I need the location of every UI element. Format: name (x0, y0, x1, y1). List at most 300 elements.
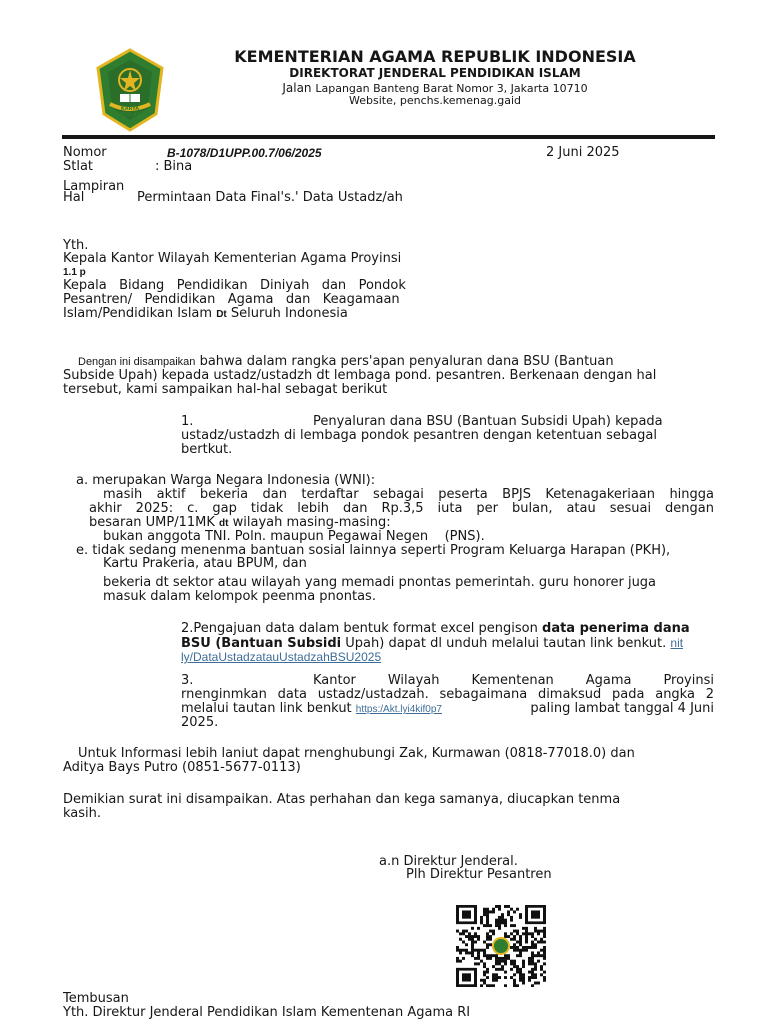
recipient-marker: 1.1 p (63, 267, 86, 278)
qr-module (507, 954, 510, 957)
qr-module (534, 954, 537, 957)
qr-module (468, 932, 471, 935)
recipient-yth: Yth. (63, 238, 89, 253)
qr-module (477, 927, 480, 930)
qr-module (513, 982, 516, 985)
qr-module (528, 957, 531, 960)
qr-module (474, 932, 477, 935)
sifat-value: : Bina (155, 159, 193, 174)
qr-module (519, 951, 522, 954)
qr-module (528, 976, 531, 979)
qr-module (507, 910, 510, 913)
qr-module (531, 968, 534, 971)
qr-module (531, 941, 534, 944)
qr-module (480, 984, 483, 987)
qr-module (516, 949, 519, 952)
qr-module (486, 957, 489, 960)
qr-module (483, 971, 486, 974)
qr-module (531, 957, 534, 960)
qr-module (486, 954, 489, 957)
qr-module (525, 946, 528, 949)
qr-module (501, 965, 504, 968)
qr-module (471, 946, 474, 949)
qr-module (501, 921, 504, 924)
point-3-line-2: rnenginmkan data ustadz/ustadzah. sebagaimana dimaksud pada angka 2 (181, 687, 714, 702)
qr-module (534, 976, 537, 979)
contact-line-1: Untuk Informasi lebih laniut dapat rnenghubungi Zak, Kurmawan (0818-77018.0) dan (78, 746, 635, 761)
qr-finder (462, 910, 471, 918)
qr-module (498, 976, 501, 979)
qr-module (531, 943, 534, 946)
qr-module (522, 960, 525, 963)
qr-module (519, 913, 522, 916)
qr-module (519, 973, 522, 976)
qr-module (471, 943, 474, 946)
hal-value: Permintaan Data Final's.' Data Ustadz/ah (137, 190, 403, 205)
ministry-logo (94, 48, 166, 132)
qr-module (519, 976, 522, 979)
qr-module (486, 984, 489, 987)
qr-module (483, 965, 486, 968)
qr-module (543, 946, 546, 949)
qr-module (495, 979, 498, 982)
point-1-line-1: Penyaluran dana BSU (Bantuan Subsidi Upah) kepada (313, 414, 663, 429)
qr-module (531, 954, 534, 957)
qr-module (459, 938, 462, 941)
qr-module (462, 941, 465, 944)
qr-module (486, 924, 489, 927)
lampiran-label: Lampiran (63, 179, 125, 194)
address-prefix: Jalan (282, 81, 312, 95)
qr-module (510, 908, 513, 911)
qr-module (471, 949, 474, 952)
qr-module (480, 960, 483, 963)
qr-module (516, 932, 519, 935)
qr-module (498, 916, 501, 919)
qr-module (486, 932, 489, 935)
point-3-line-1: Kantor Wilayah Kementenan Agama Proyinsi (313, 673, 714, 688)
point-2-line-2a: BSU (Bantuan Subsidi (181, 636, 342, 651)
qr-module (543, 957, 546, 960)
nomor-value: B-1078/D1UPP.00.7/06/2025 (167, 146, 322, 160)
qr-module (486, 976, 489, 979)
qr-module (522, 932, 525, 935)
cc-line-1: Yth. Direktur Jenderal Pendidikan Islam Kementenan Agama RI (63, 1005, 471, 1020)
qr-module (522, 982, 525, 985)
qr-module (486, 916, 489, 919)
header-divider (62, 135, 715, 139)
qr-module (492, 973, 495, 976)
signature-qr-code (456, 905, 546, 987)
qr-module (543, 927, 546, 930)
recipient-line-4c: Seluruh Indonesia (230, 306, 348, 321)
qr-module (480, 919, 483, 922)
qr-module (507, 913, 510, 916)
qr-module (543, 935, 546, 938)
point-3-line-3a: melalui tautan link benkut (181, 701, 352, 716)
qr-module (534, 962, 537, 965)
qr-module (477, 938, 480, 941)
qr-module (462, 932, 465, 935)
qr-module (537, 960, 540, 963)
qr-module (492, 979, 495, 982)
qr-module (492, 910, 495, 913)
qr-module (531, 976, 534, 979)
qr-module (534, 982, 537, 985)
recipient-line-2: Kepala Bidang Pendidikan Diniyah dan Pondok (63, 278, 406, 293)
qr-module (489, 924, 492, 927)
intro-small: Dengan ini disampaikan (78, 356, 196, 368)
recipient-line-3: Pesantren/ Pendidikan Agama dan Keagamaan (63, 292, 400, 307)
qr-module (537, 954, 540, 957)
qr-module (468, 938, 471, 941)
qr-module (495, 973, 498, 976)
point-3-line-4: 2025. (181, 715, 219, 730)
qr-module (525, 930, 528, 933)
qr-module (525, 938, 528, 941)
point-3-line-3 (181, 702, 714, 717)
qr-finder (531, 910, 540, 918)
qr-module (543, 971, 546, 974)
qr-module (474, 935, 477, 938)
qr-module (492, 932, 495, 935)
qr-module (525, 932, 528, 935)
qr-module (498, 921, 501, 924)
sifat-label: Stlat (63, 159, 94, 174)
qr-module (501, 916, 504, 919)
qr-module (483, 973, 486, 976)
qr-module (495, 968, 498, 971)
qr-module (498, 919, 501, 922)
qr-module (489, 984, 492, 987)
recipient-line-4 (63, 307, 348, 322)
point-2-link-1[interactable]: nit (670, 636, 684, 650)
qr-module (522, 979, 525, 982)
qr-module (495, 962, 498, 965)
qr-module (489, 938, 492, 941)
criteria-b-line-1: masih aktif bekeria dan terdaftar sebagai peserta BPJS Ketenagakeriaan hingga (103, 487, 714, 502)
qr-module (513, 935, 516, 938)
qr-module (462, 957, 465, 960)
logo-motto: KARYA IKHLAS (119, 106, 141, 118)
qr-module (483, 982, 486, 985)
qr-module (513, 924, 516, 927)
qr-module (534, 973, 537, 976)
qr-module (513, 962, 516, 965)
point-1-number: 1. (181, 414, 194, 429)
qr-module (486, 943, 489, 946)
qr-module (501, 957, 504, 960)
qr-module (480, 916, 483, 919)
qr-module (486, 908, 489, 911)
qr-module (537, 941, 540, 944)
qr-module (486, 910, 489, 913)
qr-module (522, 927, 525, 930)
qr-module (516, 954, 519, 957)
qr-module (477, 954, 480, 957)
qr-module (471, 951, 474, 954)
qr-module (543, 976, 546, 979)
qr-module (495, 954, 498, 957)
recipient-line-1: Kepala Kantor Wilayah Kementerian Agama Proyinsi (63, 251, 402, 266)
qr-module (462, 930, 465, 933)
qr-module (534, 968, 537, 971)
criteria-b-line-3b: dt (219, 518, 229, 529)
qr-finder (462, 973, 471, 981)
qr-module (483, 949, 486, 952)
signature-line-1: a.n Direktur Jenderal. (379, 854, 518, 869)
point-3-number: 3. (181, 673, 194, 688)
closing-line-2: kasih. (63, 806, 102, 821)
qr-module (480, 979, 483, 982)
qr-module (528, 932, 531, 935)
qr-module (531, 962, 534, 965)
qr-module (483, 924, 486, 927)
qr-module (519, 943, 522, 946)
qr-module (492, 954, 495, 957)
qr-module (504, 962, 507, 965)
qr-module (498, 905, 501, 908)
qr-module (510, 960, 513, 963)
qr-module (516, 968, 519, 971)
qr-module (525, 941, 528, 944)
qr-module (543, 932, 546, 935)
qr-module (522, 973, 525, 976)
qr-module (465, 951, 468, 954)
qr-module (534, 946, 537, 949)
qr-module (486, 946, 489, 949)
qr-module (489, 930, 492, 933)
qr-module (510, 962, 513, 965)
point-2-line-2b: Upah) dapat dl unduh melalui tautan link benkut. (345, 636, 667, 651)
qr-module (483, 951, 486, 954)
qr-module (477, 962, 480, 965)
qr-module (477, 935, 480, 938)
qr-module (483, 962, 486, 965)
qr-module (471, 954, 474, 957)
qr-module (495, 960, 498, 963)
qr-module (513, 938, 516, 941)
qr-module (522, 965, 525, 968)
qr-module (474, 962, 477, 965)
qr-module (504, 960, 507, 963)
qr-module (501, 968, 504, 971)
qr-module (486, 971, 489, 974)
qr-module (543, 954, 546, 957)
qr-module (492, 930, 495, 933)
qr-module (492, 965, 495, 968)
qr-module (537, 930, 540, 933)
qr-module (528, 979, 531, 982)
qr-module (477, 957, 480, 960)
qr-module (489, 910, 492, 913)
qr-module (507, 935, 510, 938)
point-2-line-2 (181, 636, 683, 651)
qr-module (489, 957, 492, 960)
qr-module (516, 984, 519, 987)
qr-module (495, 919, 498, 922)
qr-module (513, 943, 516, 946)
qr-module (495, 976, 498, 979)
qr-module (531, 984, 534, 987)
qr-module (534, 930, 537, 933)
qr-module (504, 905, 507, 908)
qr-module (480, 949, 483, 952)
qr-module (519, 954, 522, 957)
qr-module (456, 957, 459, 960)
qr-module (531, 971, 534, 974)
cc-label: Tembusan (63, 991, 129, 1006)
qr-module (474, 957, 477, 960)
qr-module (498, 962, 501, 965)
qr-module (540, 938, 543, 941)
qr-module (525, 935, 528, 938)
qr-module (456, 960, 459, 963)
qr-module (507, 905, 510, 908)
qr-module (459, 960, 462, 963)
point-2-line-1a: 2.Pengajuan data dalam bentuk format excel pengison (181, 621, 538, 636)
qr-module (525, 927, 528, 930)
qr-module (510, 938, 513, 941)
qr-module (510, 932, 513, 935)
qr-module (507, 957, 510, 960)
qr-module (540, 930, 543, 933)
criteria-e-line-1: e. tidak sedang menenma bantuan sosial lainnya seperti Program Keluarga Harapan (PKH), (76, 543, 671, 558)
intro-line-1-text: bahwa dalam rangka pers'apan penyaluran dana BSU (Bantuan (199, 354, 614, 369)
qr-module (504, 932, 507, 935)
qr-module (504, 924, 507, 927)
qr-module (513, 973, 516, 976)
qr-module (483, 910, 486, 913)
qr-module (471, 935, 474, 938)
qr-module (513, 960, 516, 963)
qr-module (528, 960, 531, 963)
qr-module (519, 971, 522, 974)
qr-module (516, 941, 519, 944)
qr-module (513, 930, 516, 933)
closing-line-1: Demikian surat ini disampaikan. Atas perhahan dan kega samanya, diucapkan tenma (63, 792, 621, 807)
criteria-b-line-3c: wilayah masing-masing: (232, 515, 391, 530)
qr-module (534, 927, 537, 930)
criteria-b-line-3a: besaran UMP/11MK (89, 515, 215, 530)
qr-module (468, 935, 471, 938)
recipient-line-4b: Dt (216, 309, 227, 320)
qr-module (486, 919, 489, 922)
qr-module (540, 954, 543, 957)
qr-module (510, 924, 513, 927)
qr-module (489, 954, 492, 957)
qr-module (492, 984, 495, 987)
qr-module (495, 905, 498, 908)
criteria-f-line-1: bekeria dt sektor atau wilayah yang memadi pnontas pemerintah. guru honorer juga (103, 575, 657, 590)
qr-module (519, 935, 522, 938)
qr-module (501, 919, 504, 922)
qr-module (513, 984, 516, 987)
qr-module (456, 949, 459, 952)
qr-module (471, 927, 474, 930)
qr-module (495, 957, 498, 960)
qr-module (510, 976, 513, 979)
qr-module (498, 927, 501, 930)
qr-module (474, 949, 477, 952)
qr-module (486, 921, 489, 924)
qr-module (540, 941, 543, 944)
qr-module (516, 908, 519, 911)
qr-module (516, 965, 519, 968)
qr-module (486, 913, 489, 916)
qr-module (504, 976, 507, 979)
qr-module (498, 968, 501, 971)
qr-module (522, 962, 525, 965)
qr-module (543, 941, 546, 944)
criteria-a: a. merupakan Warga Negara Indonesia (WNI): (76, 473, 376, 488)
qr-module (483, 908, 486, 911)
qr-module (492, 908, 495, 911)
point-3-link[interactable]: https:/Akt.lyi4kif0p7 (355, 704, 442, 715)
intro-line-2: Subside Upah) kepada ustadz/ustadzh dt lembaga pond. pesantren. Berkenaan dengan hal (63, 368, 657, 383)
qr-module (489, 943, 492, 946)
qr-module (504, 971, 507, 974)
qr-module (456, 930, 459, 933)
qr-module (483, 913, 486, 916)
qr-module (531, 932, 534, 935)
qr-module (483, 954, 486, 957)
criteria-f-line-2: masuk dalam kelompok peenma pnontas. (103, 589, 376, 604)
qr-module (465, 935, 468, 938)
qr-module (495, 921, 498, 924)
qr-module (471, 938, 474, 941)
qr-module (525, 949, 528, 952)
point-2-line-1 (181, 622, 690, 636)
qr-module (462, 949, 465, 952)
qr-module (459, 949, 462, 952)
qr-module (504, 954, 507, 957)
address-text: Lapangan Banteng Barat Nomor 3, Jakarta 10710 (315, 82, 588, 95)
recipient-line-4a: Islam/Pendidikan Islam (63, 306, 213, 321)
point-2-line-1b: data penerima dana (542, 621, 690, 636)
qr-module (522, 949, 525, 952)
signature-line-2: Plh Direktur Pesantren (406, 867, 552, 882)
point-3-line-3b: paling lambat tanggal 4 Juni (530, 701, 714, 716)
qr-module (459, 951, 462, 954)
qr-module (483, 979, 486, 982)
qr-module (516, 946, 519, 949)
qr-module (477, 951, 480, 954)
qr-module (543, 962, 546, 965)
qr-module (531, 960, 534, 963)
qr-module (519, 979, 522, 982)
qr-module (513, 965, 516, 968)
qr-module (543, 949, 546, 952)
qr-module (522, 946, 525, 949)
qr-module (519, 938, 522, 941)
qr-module (510, 946, 513, 949)
qr-module (504, 935, 507, 938)
qr-module (519, 968, 522, 971)
criteria-e-line-2: Kartu Prakeria, atau BPUM, dan (103, 556, 307, 571)
qr-center-logo-icon (493, 938, 509, 954)
qr-module (486, 968, 489, 971)
hal-label: Hal (63, 190, 85, 205)
point-2-link-2[interactable]: ly/DataUstadzatauUstadzahBSU2025 (181, 650, 382, 664)
qr-module (498, 908, 501, 911)
qr-module (540, 965, 543, 968)
qr-module (459, 932, 462, 935)
qr-module (543, 930, 546, 933)
qr-module (504, 919, 507, 922)
qr-module (528, 946, 531, 949)
qr-module (531, 951, 534, 954)
